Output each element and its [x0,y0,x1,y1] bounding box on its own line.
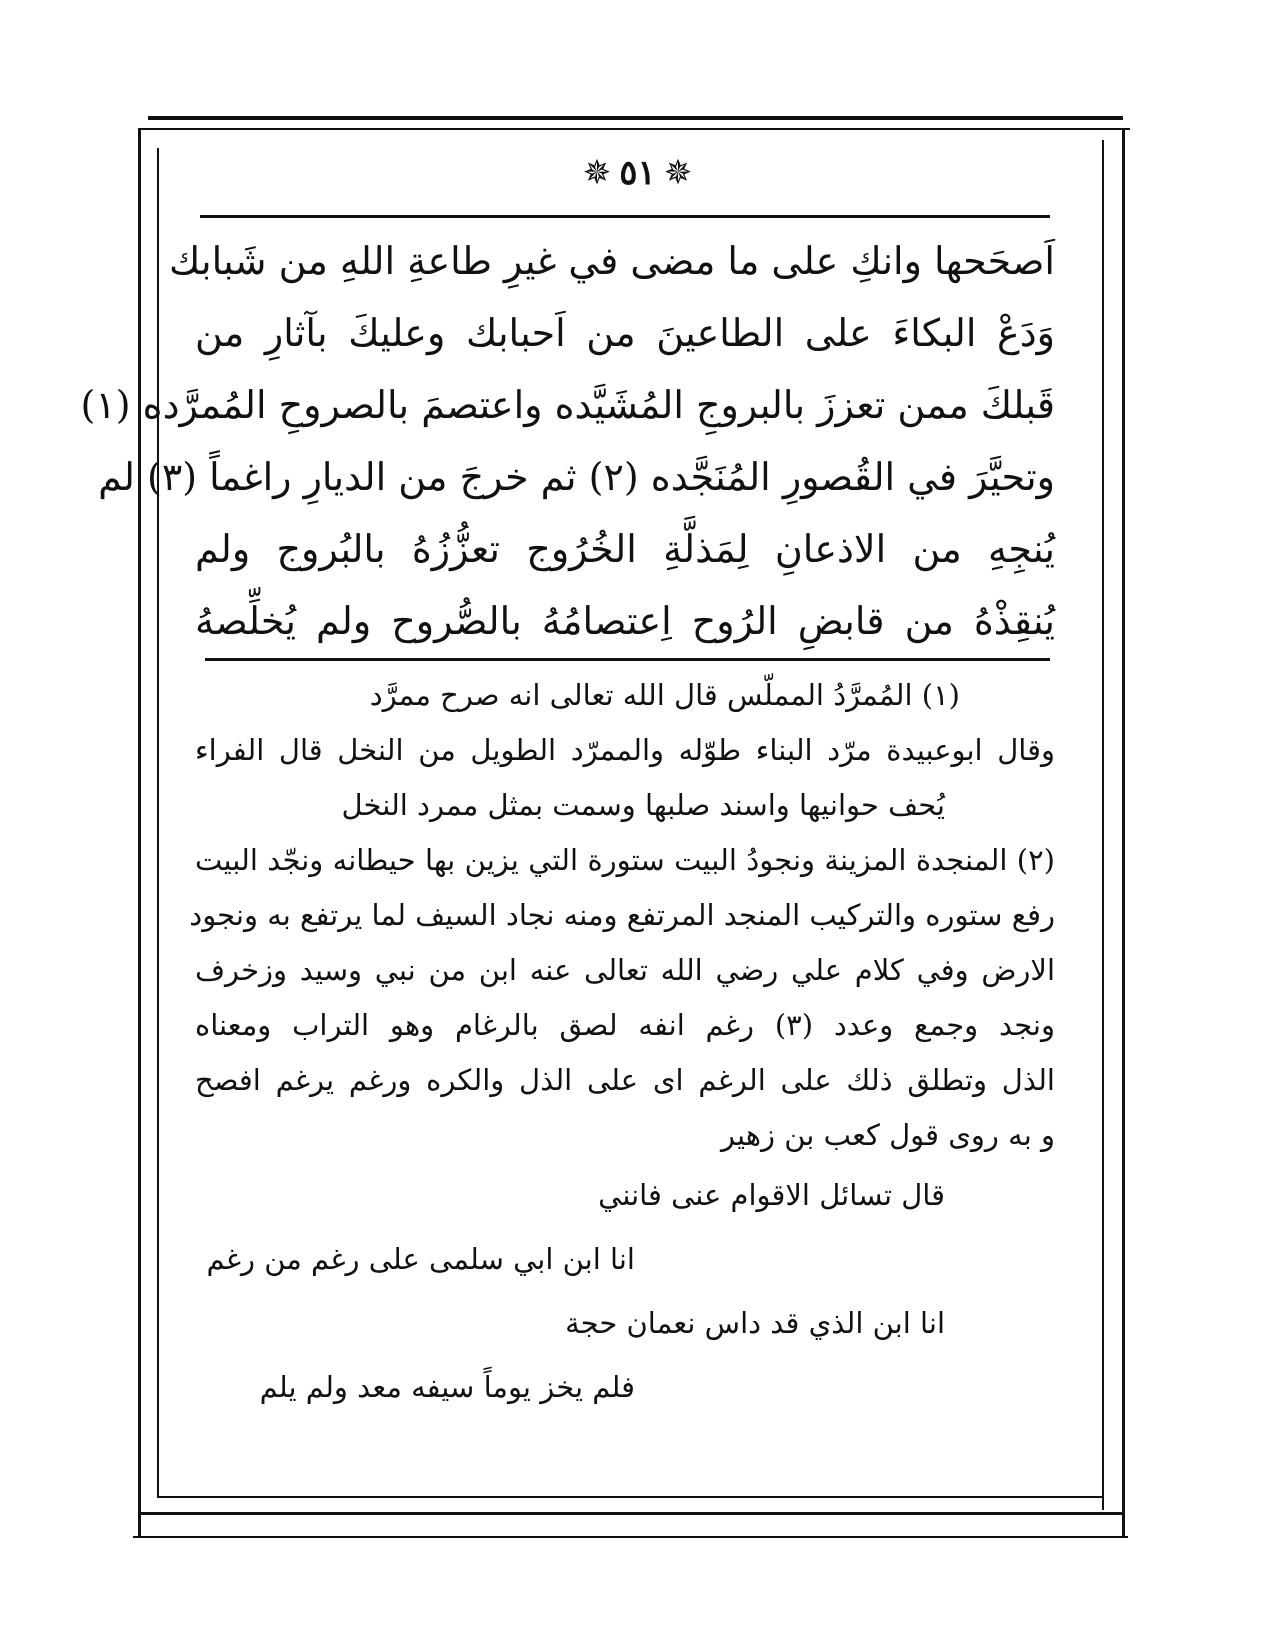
footnote-line: رفع ستوره والتركيب المنجد المرتفع ومنه نجاد السيف لما يرتفع به ونجود [189,898,1055,932]
verse-line: فلم يخز يوماً سيفه معد ولم يلم [259,1370,635,1404]
footnote-line: و به روى قول كعب بن زهير [720,1118,1055,1152]
frame-left-inner-rule [157,148,159,1498]
frame-right-inner-rule [1102,140,1104,1510]
page-header [500,148,775,198]
main-line: قَبلكَ ممن تعززَ بالبروجِ المُشَيَّده واعتصمَ بالصروحِ المُمرَّده (١) [80,383,1055,427]
footnote-line: الذل وتطلق ذلك على الرغم اى على الذل والكره ورغم يرغم افصح [195,1063,1055,1097]
verse-line: انا ابن ابي سلمى على رغم من رغم [206,1242,635,1276]
main-line: اَصحَحها وانكِ على ما مضى في غيرِ طاعةِ اللهِ من شَبابك [169,239,1055,283]
frame-top-rule [148,116,1123,120]
main-text [80,225,1055,657]
frame-bottom-inner-rule [157,1496,1104,1498]
main-line: يُنقِذْهُ من قابضِ الرُوح اِعتصامُهُ بالصُّروح ولم يُخلِّصهُ [195,599,1055,643]
main-line: وَدَعْ البكاءَ على الطاعينَ من اَحبابك وعليكَ بآثارِ من [195,311,1055,355]
ornament-left-icon: ✵ [582,153,612,193]
footnote-line: (٢) المنجدة المزينة ونجودُ البيت ستورة التي يزين بها حيطانه ونجّد البيت [195,843,1055,877]
frame-bottom-rule [138,1512,1125,1515]
frame-top-inner-rule [140,128,1130,130]
frame-bottom-outer-rule [133,1536,1128,1538]
footnote-line: (١) المُمرَّدُ المملّس قال الله تعالى انه صرح ممرَّد [369,678,960,712]
footnotes [189,668,1056,1419]
main-line: وتحيَّرَ في القُصورِ المُنَجَّده (٢) ثم خرجَ من الديارِ راغماً (٣) لم [98,455,1055,499]
main-line: يُنجِهِ من الاذعانِ لِمَذلَّةِ الخُرُوج تعزُّزُهُ بالبُروج ولم [195,527,1055,571]
footnote-line: ونجد وجمع وعدد (٣) رغم انفه لصق بالرغام وهو التراب ومعناه [195,1008,1056,1042]
footnote-divider [205,658,1050,661]
ornament-right-icon: ✵ [663,153,693,193]
verse-line: انا ابن الذي قد داس نعمان حجة [565,1306,945,1340]
page-number: ٥١ [619,153,656,193]
frame-left-outer-rule [138,128,141,1538]
footnote-line: الارض وفي كلام علي رضي الله تعالى عنه ابن من نبي وسيد وزخرف [195,953,1055,987]
footnote-line: يُحف حوانيها واسند صلبها وسمت بمثل ممرد النخل [341,788,945,822]
footnote-line: وقال ابوعبيدة مرّد البناء طوّله والممرّد الطويل من النخل قال الفراء [195,733,1055,767]
header-divider [200,215,1050,218]
frame-right-outer-rule [1122,128,1125,1538]
verse-line: قال تسائل الاقوام عنى فانني [598,1178,945,1212]
